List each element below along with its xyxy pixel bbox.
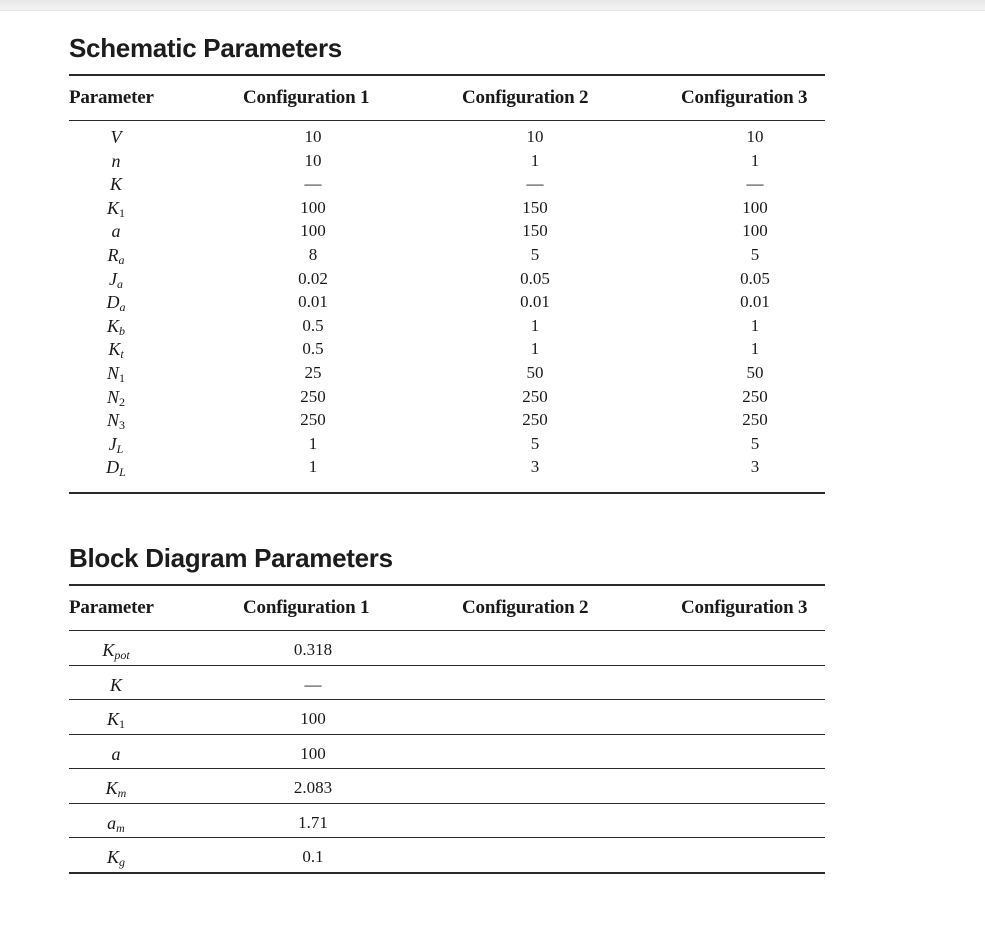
- value-configuration-2: 1: [530, 315, 540, 335]
- value-configuration-2: 10: [526, 127, 544, 146]
- row-divider: [69, 665, 825, 666]
- parameter-symbol: V: [110, 127, 122, 147]
- block-diagram-title: Block Diagram Parameters: [69, 543, 393, 573]
- value-configuration-1: 1.71: [298, 812, 328, 832]
- value-configuration-1: 100: [300, 709, 326, 728]
- header-configuration-3: Configuration 3: [681, 597, 808, 618]
- parameter-symbol: $K_t$: [108, 339, 124, 362]
- value-configuration-1: 10: [304, 127, 322, 146]
- parameter-symbol: $K_1$: [106, 709, 126, 731]
- parameter-symbol: $K_g$: [106, 847, 126, 869]
- value-configuration-3: 1: [750, 150, 760, 170]
- row-divider: [69, 699, 825, 700]
- value-configuration-3: 250: [742, 386, 768, 406]
- value-configuration-2: 150: [522, 197, 548, 217]
- value-configuration-2: 150: [522, 221, 548, 241]
- value-configuration-2: 0.05: [520, 268, 550, 288]
- parameter-symbol: $N_3$: [106, 410, 126, 433]
- table-top-rule: [69, 584, 825, 586]
- parameter-symbol: $N_1$: [106, 363, 126, 385]
- parameter-symbol: $a_m$: [107, 812, 125, 835]
- value-configuration-1: 1: [308, 433, 318, 453]
- value-configuration-2: 50: [526, 363, 544, 382]
- parameter-symbol: K: [109, 674, 123, 695]
- value-configuration-1: 25: [304, 363, 322, 382]
- parameter-symbol: $D_a$: [106, 292, 126, 315]
- parameter-symbol: n: [111, 150, 121, 171]
- value-configuration-1: —: [304, 174, 322, 194]
- value-configuration-1: 100: [300, 221, 326, 241]
- value-configuration-2: 0.01: [520, 292, 550, 312]
- value-configuration-1: —: [304, 674, 322, 694]
- value-configuration-2: 5: [530, 245, 540, 264]
- parameter-symbol: $J_L$: [108, 433, 124, 456]
- value-configuration-1: 8: [308, 245, 318, 264]
- value-configuration-2: 250: [522, 386, 548, 406]
- value-configuration-3: 0.01: [740, 292, 770, 312]
- value-configuration-2: 3: [530, 457, 540, 477]
- value-configuration-1: 0.02: [298, 268, 328, 288]
- parameter-symbol: a: [111, 743, 121, 764]
- value-configuration-1: 250: [300, 386, 326, 406]
- schematic-title: Schematic Parameters: [69, 33, 342, 63]
- parameter-symbol: a: [111, 221, 121, 242]
- value-configuration-1: 0.318: [293, 640, 333, 659]
- header-parameter: Parameter: [69, 597, 154, 618]
- row-divider: [69, 734, 825, 735]
- row-divider: [69, 803, 825, 804]
- parameter-symbol: $D_L$: [106, 457, 126, 480]
- parameter-symbol: K: [109, 174, 123, 195]
- parameter-symbol: $K_{pot}$: [102, 640, 130, 662]
- table-bottom-rule: [69, 492, 825, 494]
- row-divider: [69, 872, 825, 874]
- value-configuration-1: 0.1: [302, 847, 324, 866]
- header-rule: [69, 630, 825, 631]
- parameter-symbol: $K_b$: [106, 315, 126, 338]
- value-configuration-3: 3: [750, 457, 760, 477]
- value-configuration-2: —: [526, 174, 544, 194]
- header-configuration-2: Configuration 2: [462, 597, 589, 618]
- value-configuration-3: 1: [750, 339, 760, 359]
- value-configuration-1: 250: [300, 410, 326, 430]
- value-configuration-1: 0.5: [302, 339, 324, 359]
- parameter-symbol: $K_1$: [106, 197, 126, 220]
- table-top-rule: [69, 74, 825, 76]
- header-parameter: Parameter: [69, 87, 154, 108]
- value-configuration-3: 10: [746, 127, 764, 146]
- parameter-symbol: $J_a$: [109, 268, 123, 291]
- value-configuration-1: 0.01: [298, 292, 328, 312]
- value-configuration-3: 50: [746, 363, 764, 382]
- value-configuration-1: 100: [300, 743, 326, 763]
- value-configuration-2: 250: [522, 410, 548, 430]
- header-configuration-2: Configuration 2: [462, 87, 589, 108]
- header-configuration-3: Configuration 3: [681, 87, 808, 108]
- value-configuration-3: 0.05: [740, 268, 770, 288]
- header-rule: [69, 120, 825, 121]
- value-configuration-1: 1: [308, 457, 318, 477]
- row-divider: [69, 768, 825, 769]
- value-configuration-2: 1: [530, 150, 540, 170]
- value-configuration-1: 0.5: [302, 315, 324, 335]
- top-bar: [0, 0, 985, 11]
- value-configuration-3: 1: [750, 315, 760, 335]
- parameter-symbol: $N_2$: [106, 386, 126, 409]
- value-configuration-3: 100: [742, 197, 768, 217]
- parameter-symbol: $R_a$: [107, 245, 125, 267]
- value-configuration-1: 2.083: [293, 778, 333, 797]
- value-configuration-1: 100: [300, 197, 326, 217]
- header-configuration-1: Configuration 1: [243, 87, 370, 108]
- value-configuration-3: —: [746, 174, 764, 194]
- value-configuration-3: 250: [742, 410, 768, 430]
- value-configuration-3: 100: [742, 221, 768, 241]
- value-configuration-2: 1: [530, 339, 540, 359]
- value-configuration-3: 5: [750, 433, 760, 453]
- header-configuration-1: Configuration 1: [243, 597, 370, 618]
- value-configuration-2: 5: [530, 433, 540, 453]
- row-divider: [69, 837, 825, 838]
- value-configuration-3: 5: [750, 245, 760, 264]
- value-configuration-1: 10: [304, 150, 322, 170]
- parameter-symbol: $K_m$: [105, 778, 127, 800]
